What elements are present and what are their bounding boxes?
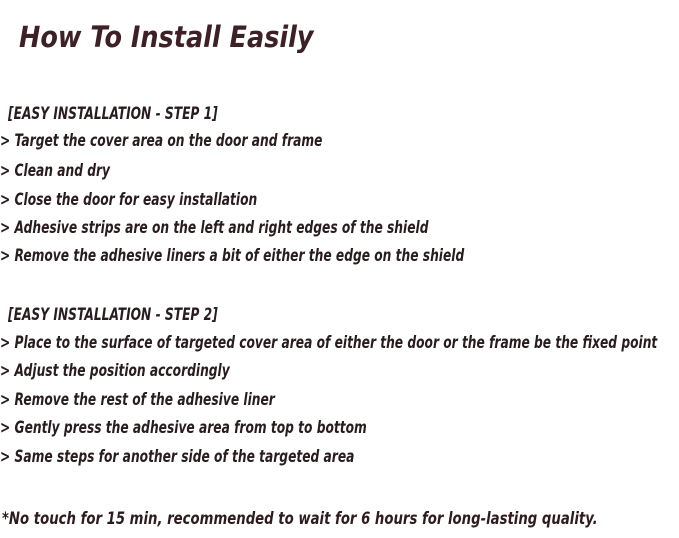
step1-item-4: > Adhesive strips are on the left and right edges of the shield bbox=[0, 218, 429, 238]
step1-item-5: > Remove the adhesive liners a bit of either the edge on the shield bbox=[0, 246, 465, 266]
step1-item-2: > Clean and dry bbox=[0, 161, 111, 181]
step1-heading: [EASY INSTALLATION - STEP 1] bbox=[8, 104, 218, 124]
step2-item-5: > Same steps for another side of the targeted area bbox=[0, 447, 355, 467]
footnote: *No touch for 15 min, recommended to wait for 6 hours for long-lasting quality. bbox=[2, 509, 598, 529]
page-title: How To Install Easily bbox=[19, 20, 314, 55]
step2-item-2: > Adjust the position accordingly bbox=[0, 361, 230, 381]
step2-heading: [EASY INSTALLATION - STEP 2] bbox=[8, 305, 218, 325]
step2-item-3: > Remove the rest of the adhesive liner bbox=[0, 390, 275, 410]
step2-item-1: > Place to the surface of targeted cover area of either the door or the frame be the fixed point bbox=[0, 333, 658, 353]
step2-item-4: > Gently press the adhesive area from top to bottom bbox=[0, 418, 367, 438]
step1-item-1: > Target the cover area on the door and frame bbox=[0, 131, 323, 151]
step1-item-3: > Close the door for easy installation bbox=[0, 190, 258, 210]
